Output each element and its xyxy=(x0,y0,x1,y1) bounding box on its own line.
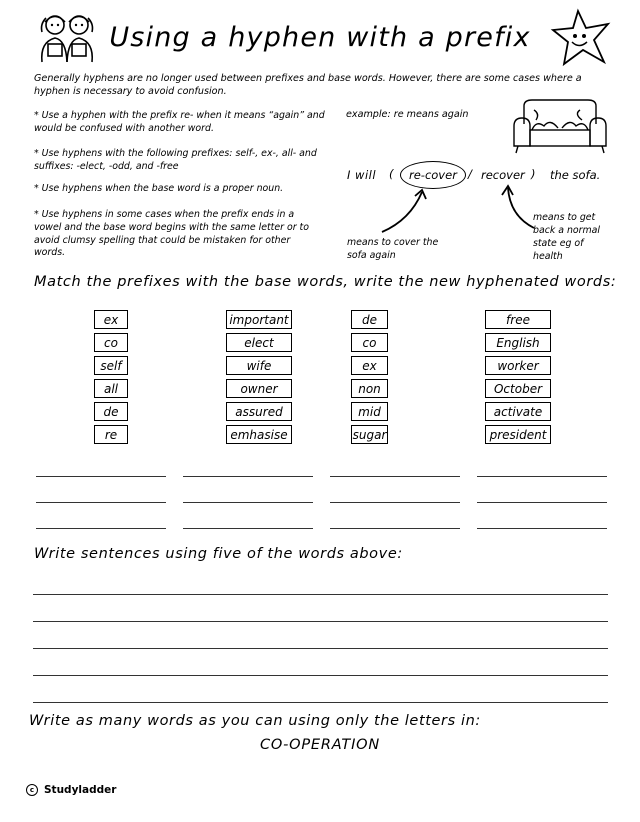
answer-line[interactable] xyxy=(330,528,460,529)
base-word-box: elect xyxy=(226,333,292,352)
example-label: example: re means again xyxy=(346,109,469,120)
base-word-box: emhasise xyxy=(226,425,292,444)
answer-line[interactable] xyxy=(183,502,313,503)
answer-line[interactable] xyxy=(477,528,607,529)
footer xyxy=(26,784,116,796)
example-arrows xyxy=(370,180,550,240)
sofa-icon xyxy=(510,96,610,156)
page-title: Using a hyphen with a prefix xyxy=(109,22,531,53)
sentence-line[interactable] xyxy=(33,648,608,649)
example-sentence-start: I will xyxy=(347,168,377,182)
base-word-box: free xyxy=(485,310,551,329)
prefix-box: co xyxy=(94,333,128,352)
answer-line[interactable] xyxy=(183,528,313,529)
smiling-star-icon xyxy=(550,8,612,68)
copyright-icon: c xyxy=(26,784,38,796)
sentence-line[interactable] xyxy=(33,594,608,595)
prefix-box: sugar xyxy=(351,425,388,444)
answer-line[interactable] xyxy=(477,476,607,477)
answer-line[interactable] xyxy=(477,502,607,503)
open-paren: ( xyxy=(389,167,394,181)
answer-line[interactable] xyxy=(36,528,166,529)
prefix-box: co xyxy=(351,333,388,352)
rule-proper-noun: * Use hyphens when the base word is a proper noun. xyxy=(34,183,284,194)
slash: / xyxy=(468,167,472,181)
base-word-box: worker xyxy=(485,356,551,375)
answer-line[interactable] xyxy=(36,502,166,503)
sentences-instruction: Write sentences using five of the words above: xyxy=(34,546,403,562)
answer-line[interactable] xyxy=(36,476,166,477)
base-word-box: owner xyxy=(226,379,292,398)
note-recover: means to get back a normal state eg of health xyxy=(533,212,600,262)
prefix-box: non xyxy=(351,379,388,398)
answer-line[interactable] xyxy=(183,476,313,477)
letters-instruction: Write as many words as you can using only the letters in: xyxy=(29,713,481,729)
close-paren: ) xyxy=(531,167,536,181)
prefix-box: self xyxy=(94,356,128,375)
prefix-box: all xyxy=(94,379,128,398)
base-word-box: October xyxy=(485,379,551,398)
match-instruction: Match the prefixes with the base words, write the new hyphenated words: xyxy=(34,274,617,290)
sentence-line[interactable] xyxy=(33,675,608,676)
base-word-box: wife xyxy=(226,356,292,375)
prefix-box: de xyxy=(94,402,128,421)
base-word-box: assured xyxy=(226,402,292,421)
rule-re-again: * Use a hyphen with the prefix re- when it means “again” and would be confused with another word. xyxy=(34,110,325,134)
option-re-cover: re-cover xyxy=(409,168,457,182)
base-word-box: president xyxy=(485,425,551,444)
sentence-line[interactable] xyxy=(33,702,608,703)
base-word-box: activate xyxy=(485,402,551,421)
sentence-line[interactable] xyxy=(33,621,608,622)
letters-word: CO-OPERATION xyxy=(259,737,381,753)
prefix-box: ex xyxy=(351,356,388,375)
example-sentence-end: the sofa. xyxy=(550,168,601,182)
brand-name: Studyladder xyxy=(44,784,117,796)
option-recover: recover xyxy=(481,168,525,182)
prefix-box: mid xyxy=(351,402,388,421)
answer-line[interactable] xyxy=(330,476,460,477)
base-word-box: English xyxy=(485,333,551,352)
prefix-box: de xyxy=(351,310,388,329)
answer-line[interactable] xyxy=(330,502,460,503)
intro-text: Generally hyphens are no longer used between prefixes and base words. However, there are some cases where a hyphen is necessary to avoid confusion. xyxy=(34,73,582,97)
note-re-cover: means to cover the sofa again xyxy=(347,237,439,261)
base-word-box: important xyxy=(226,310,292,329)
prefix-box: ex xyxy=(94,310,128,329)
prefix-box: re xyxy=(94,425,128,444)
rule-self-ex-all: * Use hyphens with the following prefixes: self-, ex-, all- and suffixes: -elect, -odd, and -free xyxy=(34,148,317,172)
rule-vowel: * Use hyphens in some cases when the prefix ends in a vowel and the base word begins with the same letter or to avoid clumsy spelling that could be mistaken for other words. xyxy=(34,209,309,259)
